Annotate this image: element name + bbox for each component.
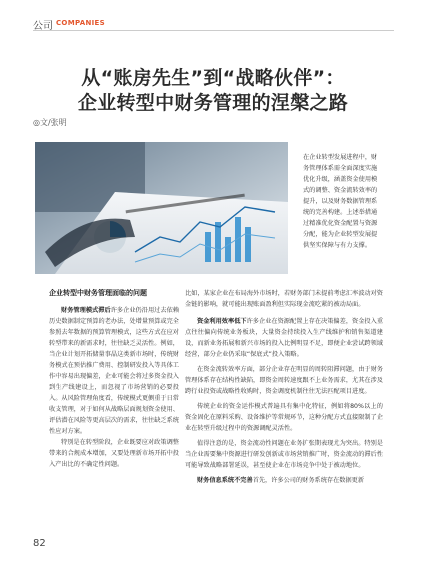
article-title-line2: 企业转型中财务管理的涅槃之路	[77, 92, 349, 114]
paragraph: 在资金流转效率方面，部分企业存在明显的周转阻滞问题，由于财务管理体系存在结构性缺陷，即资金周转速度跟不上业务需求，尤其在涉及跨行业投资或战略性收购时，资金调度机制往往无法匹配项目进度。	[185, 366, 383, 395]
left-column	[49, 288, 179, 470]
article-photo	[35, 142, 288, 274]
paragraph-lead: 财务管理模式滞后	[61, 307, 111, 314]
section-heading: 企业转型中财务管理面临的问题	[49, 289, 147, 297]
paragraph-text: 首先，许多公司的财务系统存在数据更新	[252, 477, 365, 484]
business-charts-photo	[35, 142, 288, 274]
paragraph: 传统企业的资金运作模式普遍具有集中化特征，例如将80%以上的资金固化在原料采购、设备维护等常规环节，这种分配方式直接限制了企业在转型升级过程中的资源调配灵活性。	[185, 403, 383, 432]
paragraph: 特别是在转型阶段，企业既要应对政策调整带来的合规成本增加，又要处理新市场开拓中投入产出比的不确定性问题。	[49, 439, 179, 468]
paragraph	[49, 305, 179, 437]
page-number: 82	[33, 538, 46, 549]
paragraph: 比如，某家企业在布局海外市场时，若财务部门未提前考虑汇率波动对资金链的影响，就可能出现账面盈利但实际现金流吃紧的被动局面。	[185, 290, 383, 308]
author-byline: ◎文/张明	[33, 118, 67, 127]
paragraph: 值得注意的是，资金流动性问题在业务扩张期表现尤为突出。特别是当企业需要集中资源进行研发创新或市场营销推广时，资金流动的滞后性可能导致战略部署延误，甚至使企业在市场竞争中处于被动地位。	[185, 440, 383, 469]
paragraph-text: 许多企业仍沿用过去依赖历史数据制定预算的老办法，处增量预算或完全参照去年数据的预算管理模式，这些方式在应对转型带来的新需求时，往往缺乏灵活性。例如，当企业计划开拓储量事晶这类新市场时，传统财务模式在预估推广费用、控制研发投入等具体工作中容易出现偏差，企业可能会将过多资金投入到生产线建设上，而忽视了市场营销的必要投入。从风险管理角度看，传统模式更侧重于日常收支管理，对于如何从战略层面规划资金使用、评估潜在风险等更高层次的需求，往往缺乏系统性应对方案。	[49, 307, 180, 435]
paragraph-lead: 资金利用效率低下	[197, 318, 247, 325]
header-divider	[33, 30, 394, 31]
article-title-line1: 从“账房先生”到“战略伙伴”：	[81, 67, 345, 89]
paragraph-text: 许多企业在资源配置上存在决策偏差，资金投入重点往往偏向传统业务板块，大量资金持续投入生产线维护和销售渠道建设，而新业务拓展和新兴市场的投入比例明显不足，即便企业尝试跨领域经营，部分企业仍采取“保底式”投入策略。	[185, 318, 384, 358]
section-label: 公司	[33, 21, 53, 32]
page-header	[0, 0, 427, 32]
paragraph-lead: 财务信息系统不完善	[197, 477, 253, 484]
summary-text: 在企业转型发展进程中，财务管理体系需全面深度实施优化升级，涵盖资金使用模式的调整、资金流转效率的提升，以及财务数据管理系统的完善构建。上述举措通过精准优化资金配置与资源分配，能为企业转型发展提供坚实保障与有力支撑。	[303, 154, 378, 249]
paragraph	[185, 316, 383, 360]
paragraph	[185, 475, 383, 486]
right-column	[185, 288, 383, 486]
section-label-en: COMPANIES	[56, 19, 105, 27]
